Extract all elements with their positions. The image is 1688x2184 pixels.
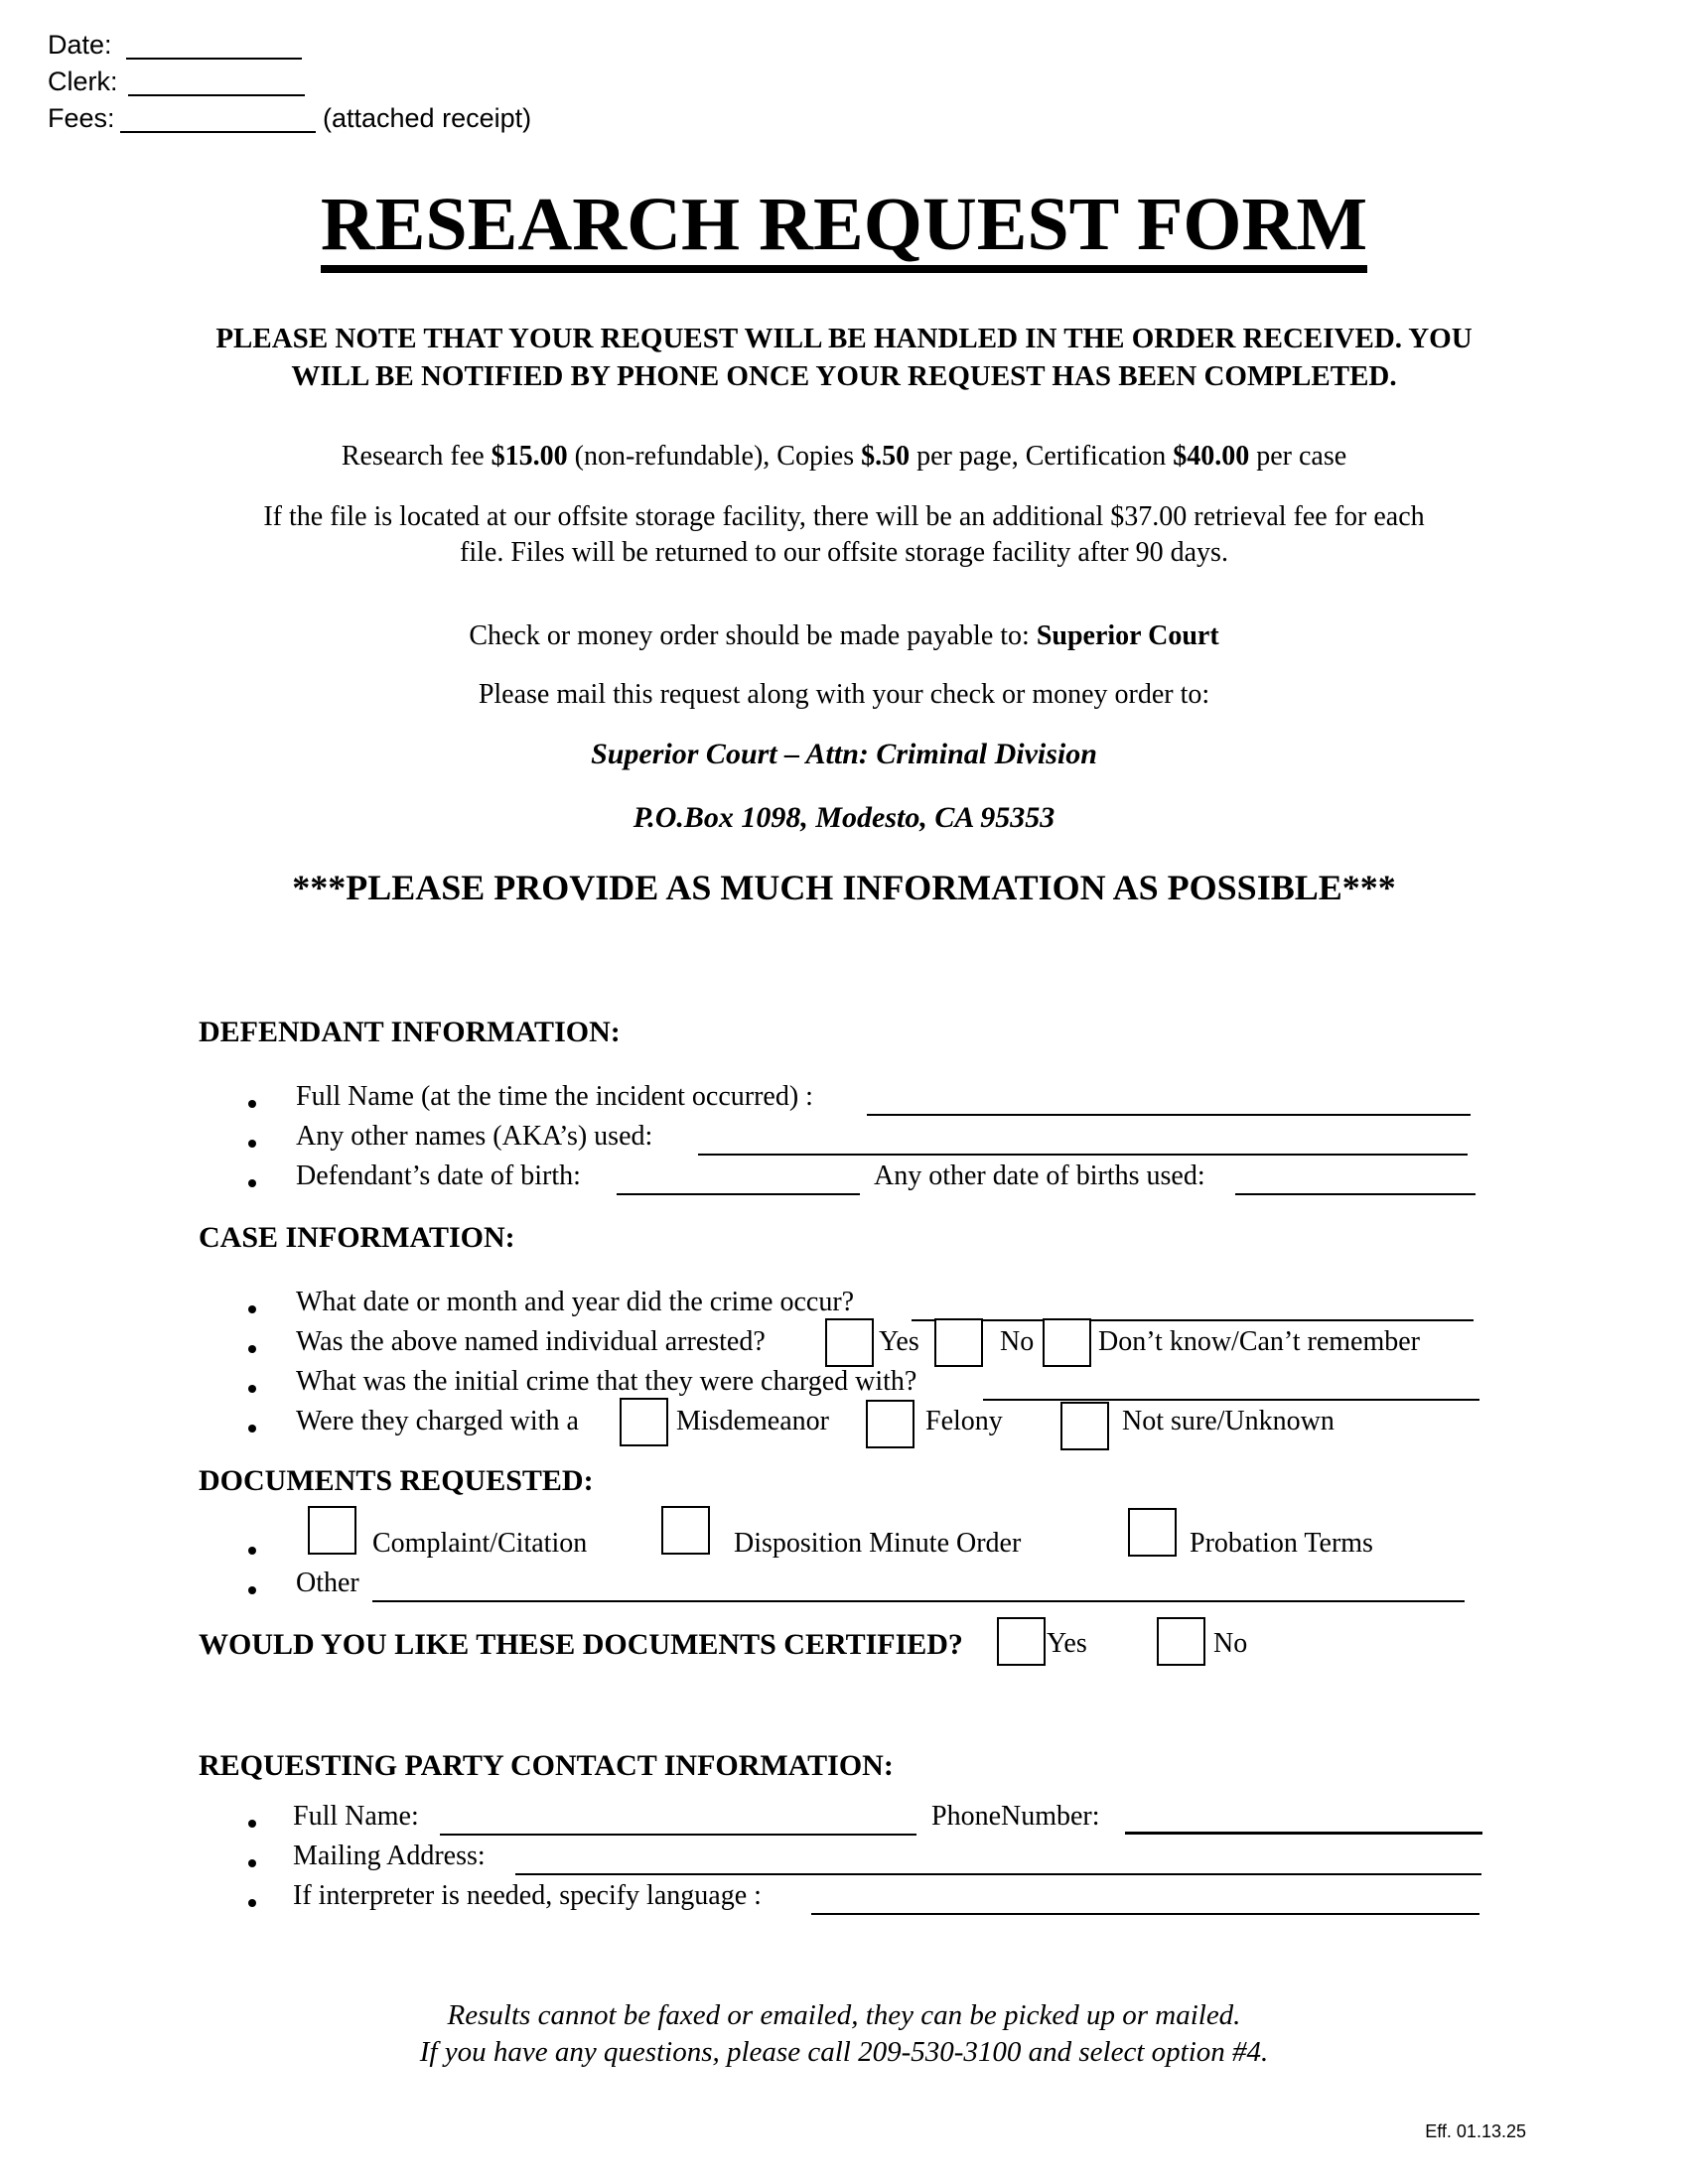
interpreter-language-field[interactable] (811, 1913, 1479, 1915)
cert-suffix: per case (1249, 441, 1347, 472)
clerk-label: Clerk: (48, 67, 118, 96)
effective-date: Eff. 01.13.25 (1425, 2121, 1526, 2141)
other-dob-label: Any other date of births used: (874, 1160, 1205, 1191)
certified-question: WOULD YOU LIKE THESE DOCUMENTS CERTIFIED? (199, 1628, 963, 1661)
crime-date-field[interactable] (912, 1319, 1474, 1321)
bullet (248, 1140, 256, 1148)
copies-fee-value: $.50 (861, 441, 911, 472)
certified-no-checkbox[interactable] (1157, 1617, 1205, 1666)
mailing-address-field[interactable] (515, 1873, 1481, 1875)
page-title (0, 182, 1688, 273)
contact-heading: REQUESTING PARTY CONTACT INFORMATION: (199, 1749, 894, 1782)
footer-line-2: If you have any questions, please call 209-530-3100 and select option #4. (419, 2036, 1269, 2068)
bullet (248, 1899, 256, 1907)
other-dob-field[interactable] (1235, 1193, 1476, 1195)
bullet (248, 1345, 256, 1353)
felony-checkbox[interactable] (866, 1400, 914, 1448)
payable-value: Superior Court (1036, 620, 1219, 651)
arrested-yes-checkbox[interactable] (825, 1318, 874, 1367)
notice-line-1: PLEASE NOTE THAT YOUR REQUEST WILL BE HANDLED IN THE ORDER RECEIVED. YOU (215, 323, 1473, 354)
bullet (248, 1305, 256, 1313)
notice-line-2: WILL BE NOTIFIED BY PHONE ONCE YOUR REQUEST HAS BEEN COMPLETED. (291, 360, 1397, 392)
address-line-1: Superior Court – Attn: Criminal Division (591, 738, 1097, 770)
disposition-label: Disposition Minute Order (734, 1528, 1022, 1559)
fee-schedule (0, 439, 1688, 475)
bullet (248, 1547, 256, 1555)
bullet (248, 1586, 256, 1594)
footer-line-1: Results cannot be faxed or emailed, they can be picked up or mailed. (447, 1999, 1241, 2031)
arrested-no-checkbox[interactable] (934, 1318, 983, 1367)
defendant-heading: DEFENDANT INFORMATION: (199, 1016, 621, 1048)
defendant-full-name-field[interactable] (867, 1114, 1471, 1116)
certified-yes-checkbox[interactable] (997, 1617, 1046, 1666)
certified-no-label: No (1213, 1628, 1248, 1659)
cert-label: per page, Certification (910, 441, 1174, 472)
arrested-label: Was the above named individual arrested? (296, 1326, 766, 1357)
other-documents-field[interactable] (372, 1600, 1465, 1602)
probation-label: Probation Terms (1190, 1528, 1373, 1559)
misdemeanor-checkbox[interactable] (620, 1398, 668, 1446)
arrested-no-label: No (1000, 1326, 1035, 1357)
fees-label: Fees: (48, 103, 115, 133)
defendant-dob-label: Defendant’s date of birth: (296, 1160, 581, 1191)
certified-yes-label: Yes (1047, 1628, 1087, 1659)
arrested-dont-know-label: Don’t know/Can’t remember (1098, 1326, 1421, 1357)
initial-crime-field[interactable] (983, 1399, 1479, 1401)
copies-label: (non-refundable), Copies (567, 441, 862, 472)
offsite-line-1: If the file is located at our offsite storage facility, there will be an additional $37.00 retrieval fee for each (263, 501, 1425, 532)
offsite-line-2: file. Files will be returned to our offsite storage facility after 90 days. (460, 537, 1228, 568)
date-label: Date: (48, 30, 112, 60)
arrested-dont-know-checkbox[interactable] (1043, 1318, 1091, 1367)
research-fee-value: $15.00 (491, 441, 568, 472)
complaint-checkbox[interactable] (308, 1506, 356, 1555)
contact-full-name-label: Full Name: (293, 1801, 419, 1832)
bullet (248, 1100, 256, 1108)
not-sure-checkbox[interactable] (1060, 1402, 1109, 1450)
fees-note: (attached receipt) (323, 103, 532, 133)
defendant-aka-label: Any other names (AKA’s) used: (296, 1121, 653, 1152)
complaint-label: Complaint/Citation (372, 1528, 588, 1559)
bullet (248, 1425, 256, 1433)
bullet (248, 1859, 256, 1867)
defendant-full-name-label: Full Name (at the time the incident occurred) : (296, 1081, 813, 1112)
footer-note (0, 1997, 1688, 2071)
fees-field[interactable] (120, 131, 316, 133)
bullet (248, 1820, 256, 1828)
interpreter-label: If interpreter is needed, specify language : (293, 1880, 762, 1911)
mail-instruction: Please mail this request along with your check or money order to: (478, 679, 1210, 710)
charged-with-label: Were they charged with a (296, 1406, 579, 1436)
initial-crime-label: What was the initial crime that they were charged with? (296, 1366, 917, 1397)
research-fee-label: Research fee (341, 441, 492, 472)
felony-label: Felony (925, 1406, 1003, 1436)
cert-fee-value: $40.00 (1173, 441, 1250, 472)
disposition-checkbox[interactable] (661, 1506, 710, 1555)
page-title-text: RESEARCH REQUEST FORM (321, 184, 1367, 273)
processing-notice (0, 320, 1688, 395)
bullet (248, 1179, 256, 1187)
crime-date-label: What date or month and year did the crime occur? (296, 1287, 855, 1317)
other-documents-label: Other (296, 1568, 359, 1598)
bullet (248, 1385, 256, 1393)
mailing-address-label: Mailing Address: (293, 1841, 486, 1871)
contact-full-name-field[interactable] (440, 1834, 916, 1836)
defendant-aka-field[interactable] (698, 1154, 1468, 1156)
phone-field[interactable] (1125, 1832, 1482, 1835)
date-field[interactable] (126, 58, 302, 60)
defendant-dob-field[interactable] (617, 1193, 860, 1195)
documents-heading: DOCUMENTS REQUESTED: (199, 1464, 594, 1497)
clerk-field[interactable] (128, 94, 305, 96)
payable-to (0, 618, 1688, 654)
misdemeanor-label: Misdemeanor (676, 1406, 829, 1436)
not-sure-label: Not sure/Unknown (1122, 1406, 1335, 1436)
arrested-yes-label: Yes (879, 1326, 919, 1357)
phone-label: PhoneNumber: (931, 1801, 1100, 1832)
probation-checkbox[interactable] (1128, 1508, 1177, 1557)
payable-label: Check or money order should be made payable to: (469, 620, 1037, 651)
offsite-notice (0, 499, 1688, 571)
case-heading: CASE INFORMATION: (199, 1221, 515, 1254)
address-line-2: P.O.Box 1098, Modesto, CA 95353 (633, 801, 1055, 834)
provide-info-banner: ***PLEASE PROVIDE AS MUCH INFORMATION AS POSSIBLE*** (292, 868, 1396, 907)
